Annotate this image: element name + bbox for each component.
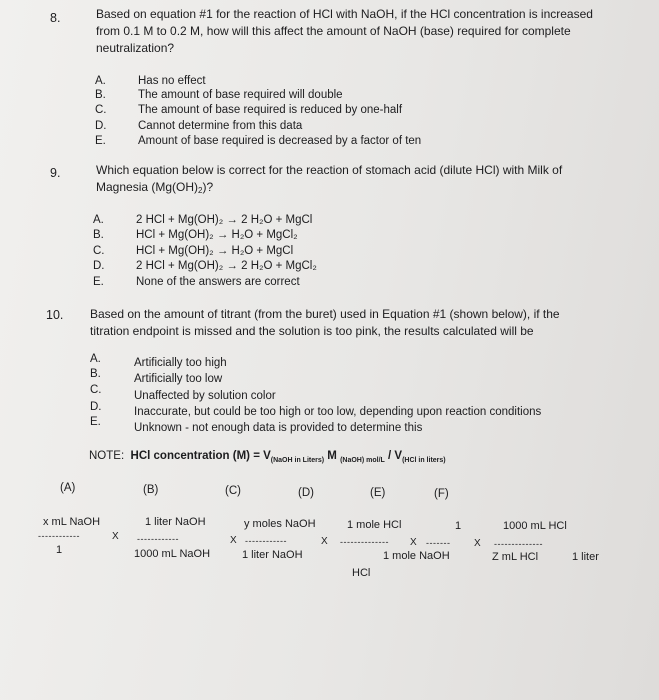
q9-number: 9. (50, 166, 61, 180)
denominator-c: 1 liter NaOH (242, 549, 303, 561)
q10-option-d-text[interactable]: Inaccurate, but could be too high or too low, depending upon reaction conditions (134, 406, 542, 418)
numerator-c: y moles NaOH (244, 518, 316, 530)
q8-stem (96, 6, 616, 57)
q10-option-c-text[interactable]: Unaffected by solution color (134, 390, 276, 402)
denominator-hcl-continued: HCl (352, 567, 371, 579)
q8-option-d-text[interactable]: Cannot determine from this data (138, 120, 303, 132)
denominator-d: 1 mole NaOH (383, 550, 450, 562)
q9-option-d-letter[interactable]: D. (93, 260, 105, 272)
note-line (89, 450, 446, 464)
q10-option-e-text[interactable]: Unknown - not enough data is provided to determine this (134, 422, 423, 434)
q9-option-e-text[interactable]: None of the answers are correct (136, 276, 300, 288)
q9-option-a-text[interactable]: 2 HCl + Mg(OH)₂ → 2 H₂O + MgCl (136, 214, 313, 226)
times-sign-1: X (112, 531, 119, 542)
q9-stem-line2: Magnesia $(Mg(OH)_2)$? (96, 180, 214, 195)
q8-stem-line1: Based on equation #1 for the reaction of HCl with NaOH, if the HCl concentration is increased (96, 7, 593, 21)
q8-option-d-letter[interactable]: D. (95, 120, 107, 132)
fraction-bar-f: -------------- (494, 539, 543, 549)
col-d-label: (D) (298, 487, 314, 499)
numerator-b: 1 liter NaOH (145, 516, 206, 528)
q10-option-d-letter[interactable]: D. (90, 401, 102, 413)
q8-option-c-text[interactable]: The amount of base required is reduced by one-half (138, 104, 403, 116)
q8-option-e-text[interactable]: Amount of base required is decreased by a factor of ten (138, 135, 422, 147)
col-c-label: (C) (225, 485, 241, 497)
q8-option-b-text[interactable]: The amount of base required will double (138, 89, 343, 101)
q10-stem-line1: Based on the amount of titrant (from the buret) used in Equation #1 (shown below), if the (90, 307, 560, 321)
q8-stem-line2: from 0.1 M to 0.2 M, how will this affect the amount of NaOH (base) required for complete (96, 24, 571, 38)
q9-option-c-letter[interactable]: C. (93, 245, 105, 257)
note-label: NOTE: (89, 450, 125, 462)
q9-option-b-letter[interactable]: B. (93, 229, 104, 241)
q9-option-c-text[interactable]: HCl + Mg(OH)₂ → H₂O + MgCl (136, 245, 294, 257)
q8-option-b-letter[interactable]: B. (95, 89, 106, 101)
numerator-f: 1000 mL HCl (503, 520, 567, 532)
note-slash: / V (384, 450, 403, 462)
numerator-a: x mL NaOH (43, 516, 101, 528)
fraction-bar-e: ------- (426, 538, 451, 548)
denominator-e: Z mL HCl (492, 551, 539, 563)
fraction-bar-b: ------------ (137, 534, 179, 544)
note-sub-hcl-liters: (HCl in liters) (402, 457, 446, 464)
note-sub-naoh-mol: (NaOH) mol/L (340, 457, 385, 464)
q10-option-a-letter[interactable]: A. (90, 353, 101, 365)
numerator-e: 1 (455, 520, 462, 532)
q10-number: 10. (46, 308, 64, 322)
fraction-bar-a: ------------ (38, 531, 80, 541)
note-sub-naoh-liters: (NaOH in Liters) (270, 457, 325, 464)
q10-option-b-text[interactable]: Artificially too low (134, 373, 223, 385)
q8-option-a-text[interactable]: Has no effect (138, 75, 206, 87)
times-sign-2: X (230, 535, 237, 546)
note-formula-main: HCl concentration (M) = V (130, 450, 271, 462)
fraction-bar-d: -------------- (340, 537, 389, 547)
q8-stem-line3: neutralization? (96, 41, 175, 55)
q10-option-a-text[interactable]: Artificially too high (134, 357, 227, 369)
q8-option-e-letter[interactable]: E. (95, 135, 106, 147)
numerator-d: 1 mole HCl (347, 519, 402, 531)
q9-option-b-text[interactable]: HCl + Mg(OH)₂ → H₂O + MgCl₂ (136, 229, 298, 241)
denominator-f: 1 liter (572, 551, 599, 563)
times-sign-5: X (474, 538, 481, 549)
q10-option-c-letter[interactable]: C. (90, 384, 102, 396)
q8-number: 8. (50, 11, 61, 25)
col-b-label: (B) (143, 484, 159, 496)
q8-option-c-letter[interactable]: C. (95, 104, 107, 116)
note-molarity-symbol: M (324, 450, 341, 462)
denominator-b: 1000 mL NaOH (134, 548, 211, 560)
col-e-label: (E) (370, 487, 386, 499)
q9-option-a-letter[interactable]: A. (93, 214, 104, 226)
q10-option-b-letter[interactable]: B. (90, 368, 101, 380)
q9-stem-line1: Which equation below is correct for the reaction of stomach acid (dilute HCl) with Milk of (96, 163, 563, 177)
q8-option-a-letter[interactable]: A. (95, 75, 106, 87)
col-a-label: (A) (60, 482, 76, 494)
q10-stem (90, 306, 630, 340)
q9-option-d-text[interactable]: 2 HCl + Mg(OH)₂ → 2 H₂O + MgCl₂ (136, 260, 317, 272)
col-f-label: (F) (434, 488, 449, 500)
times-sign-3: X (321, 536, 328, 547)
q10-stem-line2: titration endpoint is missed and the solution is too pink, the results calculated will be (90, 324, 534, 338)
fraction-bar-c: ------------ (245, 536, 287, 546)
q9-stem (96, 162, 616, 199)
q10-option-e-letter[interactable]: E. (90, 416, 101, 428)
times-sign-4: X (410, 537, 417, 548)
q9-option-e-letter[interactable]: E. (93, 276, 104, 288)
denominator-a: 1 (56, 544, 63, 556)
